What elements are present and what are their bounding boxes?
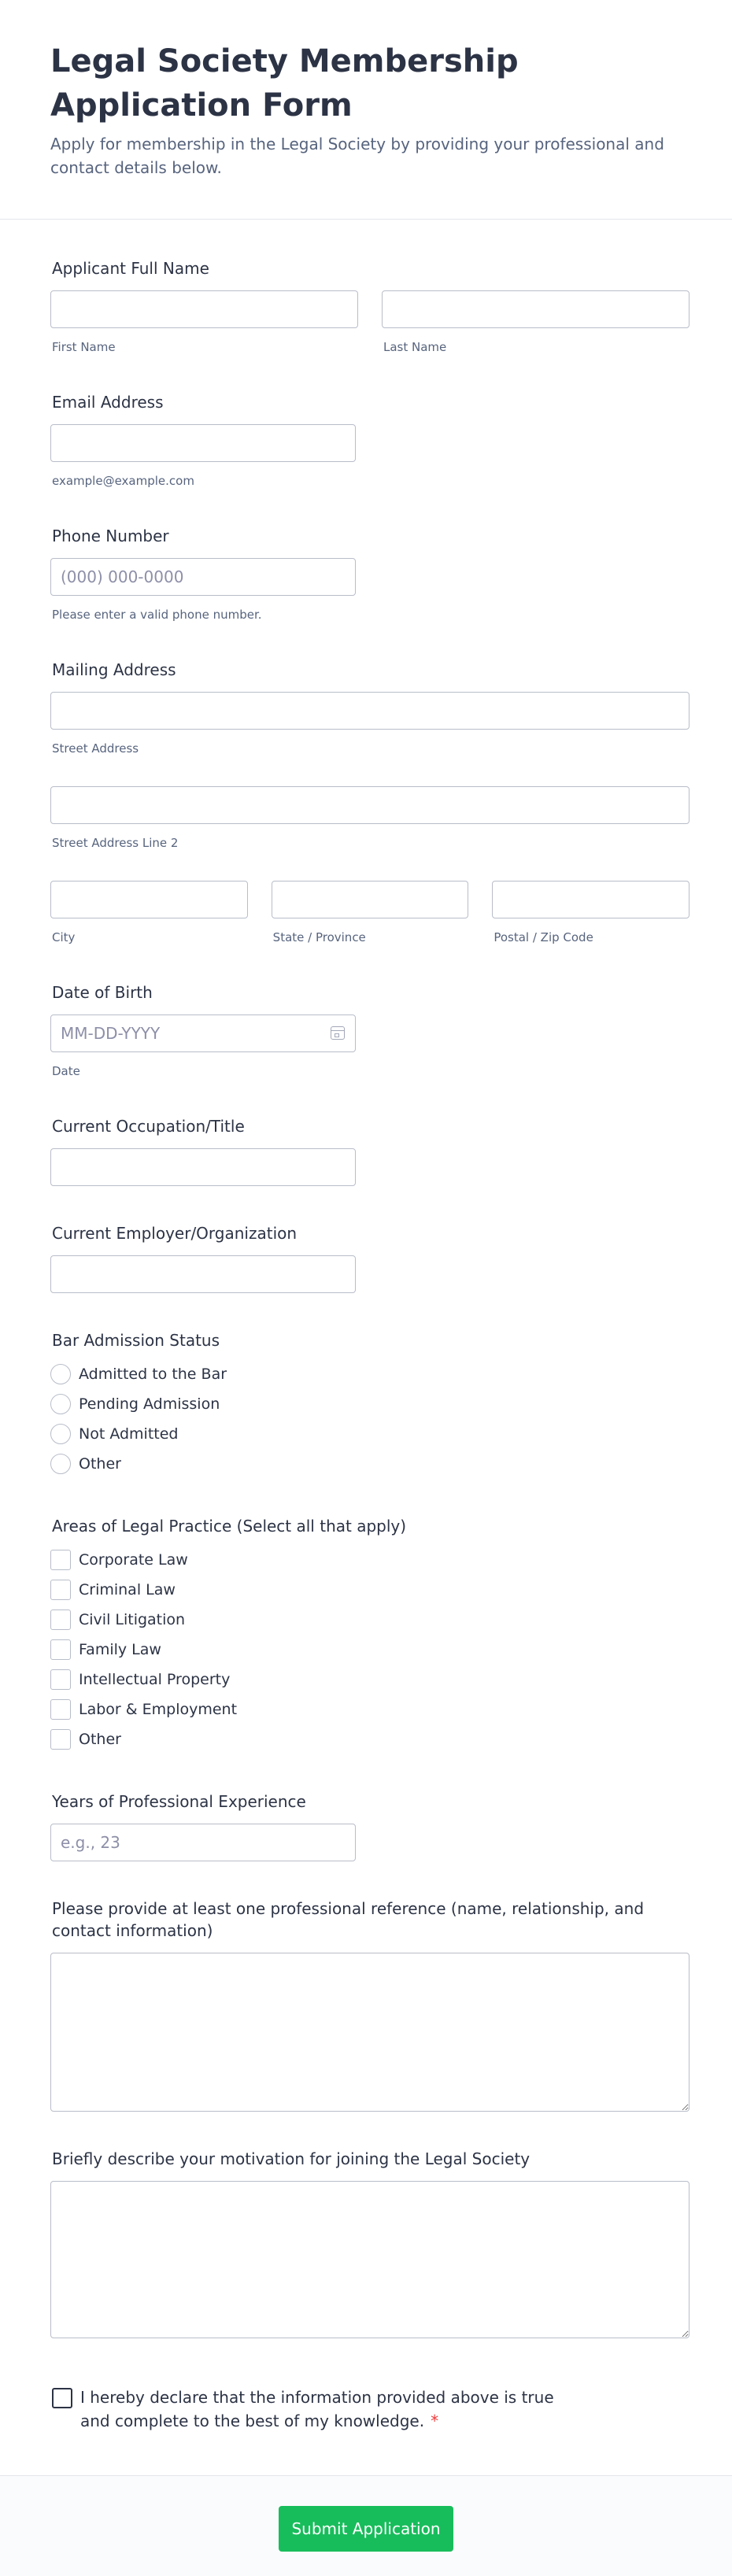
street-address-line2-sublabel: Street Address Line 2 [52, 836, 179, 850]
occupation-field [50, 1115, 689, 1186]
zip-input[interactable] [492, 881, 689, 918]
page-title: Legal Society Membership Application Form [50, 43, 519, 124]
practice-area-option[interactable] [50, 1665, 689, 1695]
option-label: Civil Litigation [79, 1611, 186, 1628]
zip-sublabel: Postal / Zip Code [494, 930, 593, 944]
full-name-label: Applicant Full Name [52, 259, 209, 278]
bar-status-option[interactable] [50, 1389, 689, 1419]
first-name-sublabel: First Name [52, 340, 116, 354]
practice-area-option[interactable] [50, 1724, 689, 1754]
bar-status-option[interactable] [50, 1419, 689, 1449]
dob-label: Date of Birth [52, 983, 153, 1002]
address-label: Mailing Address [52, 660, 176, 679]
checkbox[interactable] [50, 1699, 71, 1720]
checkbox[interactable] [50, 1580, 71, 1600]
radio-button[interactable] [50, 1454, 71, 1474]
option-label: Pending Admission [79, 1395, 220, 1413]
submit-button[interactable]: Submit Application [279, 2506, 453, 2552]
option-label: Criminal Law [79, 1581, 176, 1598]
checkbox[interactable] [50, 1669, 71, 1690]
phone-input[interactable] [50, 558, 356, 596]
email-label: Email Address [52, 393, 164, 412]
declaration-field[interactable] [50, 2386, 586, 2433]
motivation-field [50, 2148, 689, 2338]
motivation-label: Briefly describe your motivation for joining the Legal Society [52, 2149, 531, 2168]
last-name-sublabel: Last Name [383, 340, 447, 354]
email-input[interactable] [50, 424, 356, 462]
email-field [50, 391, 689, 489]
employer-input[interactable] [50, 1255, 356, 1293]
calendar-icon[interactable] [331, 1026, 345, 1040]
street-address-sublabel: Street Address [52, 741, 139, 756]
bar-status-field [50, 1329, 689, 1479]
radio-button[interactable] [50, 1364, 71, 1384]
dob-input[interactable] [50, 1015, 356, 1052]
phone-label: Phone Number [52, 527, 169, 545]
dob-field [50, 981, 689, 1079]
option-label: Intellectual Property [79, 1671, 231, 1688]
state-input[interactable] [272, 881, 469, 918]
bar-status-option[interactable] [50, 1449, 689, 1479]
checkbox[interactable] [50, 1550, 71, 1570]
dob-sublabel: Date [52, 1064, 80, 1078]
option-label: Other [79, 1455, 121, 1473]
practice-area-option[interactable] [50, 1545, 689, 1575]
first-name-input[interactable] [50, 290, 358, 328]
address-field [50, 659, 689, 945]
option-label: Other [79, 1731, 121, 1748]
checkbox[interactable] [50, 1610, 71, 1630]
email-sublabel: example@example.com [52, 474, 194, 488]
option-label: Corporate Law [79, 1551, 188, 1569]
phone-sublabel: Please enter a valid phone number. [52, 608, 262, 622]
practice-areas-field [50, 1515, 689, 1754]
practice-areas-label: Areas of Legal Practice (Select all that apply) [52, 1517, 407, 1536]
street-address-line2-input[interactable] [50, 786, 689, 824]
option-label: Not Admitted [79, 1425, 179, 1443]
bar-status-label: Bar Admission Status [52, 1331, 220, 1350]
full-name-field [50, 257, 689, 355]
experience-label: Years of Professional Experience [52, 1792, 306, 1811]
option-label: Admitted to the Bar [79, 1366, 227, 1383]
practice-area-option[interactable] [50, 1605, 689, 1635]
employer-field [50, 1222, 689, 1293]
checkbox[interactable] [50, 1639, 71, 1660]
street-address-input[interactable] [50, 692, 689, 730]
occupation-label: Current Occupation/Title [52, 1117, 245, 1136]
practice-area-option[interactable] [50, 1635, 689, 1665]
experience-input[interactable] [50, 1824, 356, 1861]
last-name-input[interactable] [382, 290, 689, 328]
declaration-label [80, 2386, 586, 2433]
phone-field [50, 525, 689, 623]
option-label: Labor & Employment [79, 1701, 238, 1718]
radio-button[interactable] [50, 1394, 71, 1414]
application-form [0, 257, 732, 2433]
reference-textarea[interactable] [50, 1953, 689, 2112]
page-subtitle: Apply for membership in the Legal Society by providing your professional and contact details below. [50, 135, 664, 177]
practice-area-option[interactable] [50, 1575, 689, 1605]
required-mark: * [431, 2412, 439, 2430]
city-input[interactable] [50, 881, 248, 918]
reference-field [50, 1898, 689, 2112]
declaration-checkbox[interactable] [52, 2388, 72, 2408]
option-label: Family Law [79, 1641, 161, 1658]
experience-field [50, 1791, 689, 1861]
practice-area-option[interactable] [50, 1695, 689, 1724]
city-sublabel: City [52, 930, 76, 944]
form-header [0, 0, 732, 220]
motivation-textarea[interactable] [50, 2181, 689, 2338]
reference-label: Please provide at least one professional reference (name, relationship, and contact information) [52, 1899, 645, 1940]
state-sublabel: State / Province [272, 930, 366, 944]
employer-label: Current Employer/Organization [52, 1224, 298, 1243]
radio-button[interactable] [50, 1424, 71, 1444]
bar-status-option[interactable] [50, 1359, 689, 1389]
occupation-input[interactable] [50, 1148, 356, 1186]
checkbox[interactable] [50, 1729, 71, 1750]
declaration-text: I hereby declare that the information provided above is true and complete to the best of my knowledge. [80, 2388, 554, 2430]
